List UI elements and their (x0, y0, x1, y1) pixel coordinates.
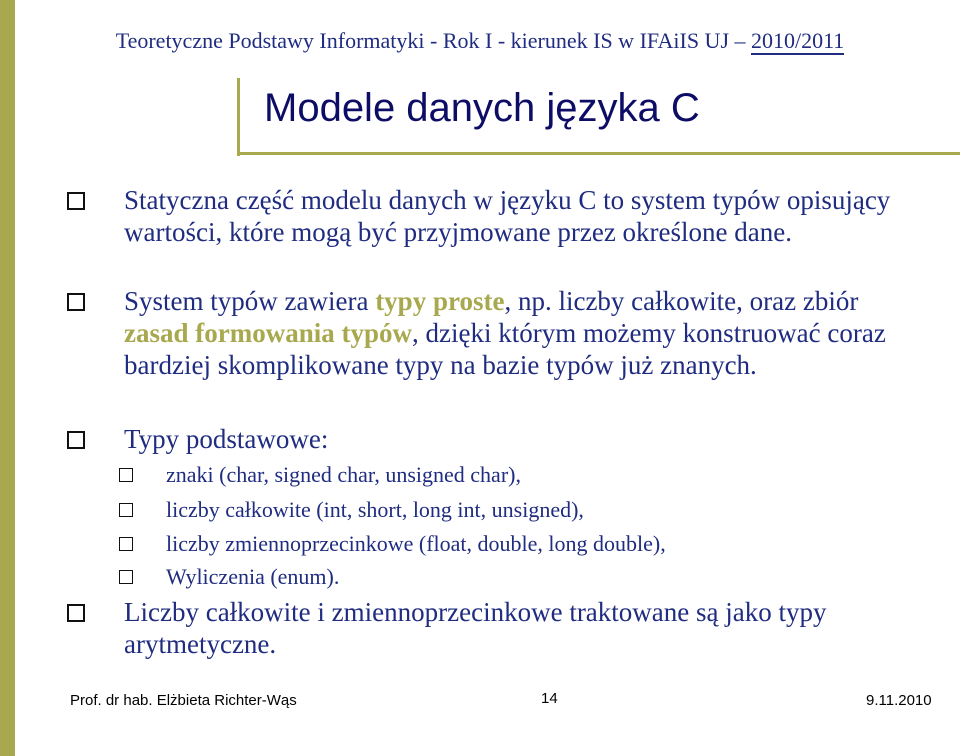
square-bullet-icon (119, 503, 133, 517)
square-bullet-icon (67, 293, 85, 311)
slide-title: Modele danych języka C (264, 86, 700, 130)
sub-bullet-text: liczby zmiennoprzecinkowe (float, double, long double), (166, 531, 666, 556)
square-bullet-icon (119, 468, 133, 482)
square-bullet-icon (67, 192, 85, 210)
square-bullet-icon (119, 570, 133, 584)
sub-bullet-text: Wyliczenia (enum). (166, 564, 340, 589)
bullet-text: Typy podstawowe: (124, 424, 329, 454)
highlight-simple-types: typy proste (375, 286, 505, 316)
bullet-text-mid: , np. liczby całkowite, oraz zbiór (504, 286, 859, 316)
sub-bullet-item-1 (166, 461, 926, 489)
bullet-text: Liczby całkowite i zmiennoprzecinkowe traktowane są jako typy arytmetyczne. (124, 597, 827, 659)
bullet-item-3 (124, 423, 924, 455)
square-bullet-icon (67, 431, 85, 449)
bullet-item-1 (124, 184, 924, 248)
bullet-text-post: , dzięki którym możemy konstruować coraz bardziej skomplikowane typy na bazie typów już znanych. (124, 318, 886, 380)
square-bullet-icon (67, 604, 85, 622)
bullet-item-2 (124, 285, 924, 381)
footer-date: 9.11.2010 (866, 692, 932, 709)
sub-bullet-item-4 (166, 563, 926, 591)
sub-bullet-text: liczby całkowite (int, short, long int, unsigned), (166, 497, 584, 522)
bullet-text-pre: System typów zawiera (124, 286, 376, 316)
header-text: Teoretyczne Podstawy Informatyki - Rok I - kierunek IS w IFAiIS UJ – (115, 28, 752, 53)
footer-author: Prof. dr hab. Elżbieta Richter-Wąs (70, 692, 297, 709)
footer-page-number: 14 (541, 690, 558, 707)
sub-bullet-text: znaki (char, signed char, unsigned char), (166, 462, 521, 487)
square-bullet-icon (119, 537, 133, 551)
bullet-item-4 (124, 596, 924, 660)
bullet-text: Statyczna część modelu danych w języku C to system typów opisujący wartości, które mogą być przyjmowane przez określone dane. (124, 185, 891, 247)
sub-bullet-item-2 (166, 496, 926, 524)
highlight-type-rules: zasad formowania typów (124, 318, 412, 348)
sub-bullet-item-3 (166, 530, 926, 558)
header-year: 2010/2011 (751, 28, 845, 53)
